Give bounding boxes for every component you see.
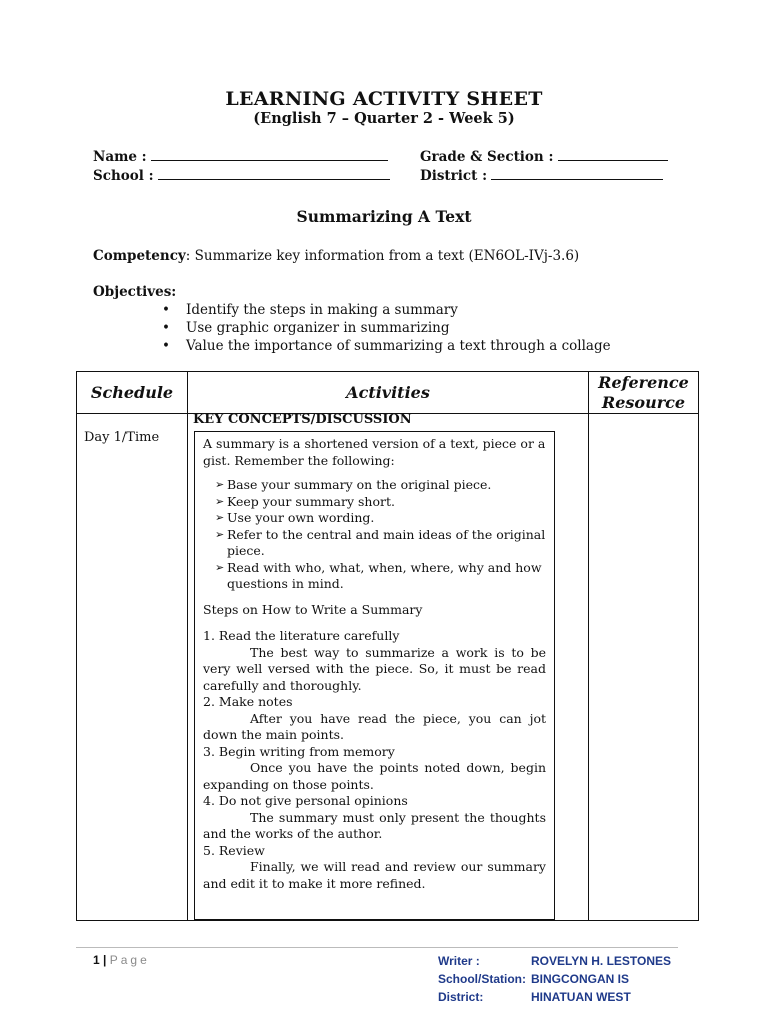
school-station-value: BINGCONGAN IS: [531, 972, 630, 986]
step-item: [203, 793, 546, 843]
steps-heading: Steps on How to Write a Summary: [203, 601, 423, 617]
page-number: [93, 953, 150, 967]
list-item: ➢ Keep your summary short.: [215, 494, 546, 511]
list-item: ➢ Base your summary on the original piece.: [215, 477, 546, 494]
step-description: The best way to summarize a work is to be very well versed with the piece. So, it must be read carefully and thoroughly.: [203, 644, 546, 693]
footer-divider: [76, 947, 678, 948]
objectives-list: [160, 301, 611, 355]
list-item: ➢ Refer to the central and main ideas of the original piece.: [215, 527, 546, 560]
step-title: 1. Read the literature carefully: [203, 628, 400, 643]
step-item: [203, 628, 546, 694]
district-blank[interactable]: [491, 167, 663, 180]
competency-text: : Summarize key information from a text (EN6OL-IVj-3.6): [185, 248, 580, 264]
reminder-list: [215, 477, 546, 593]
lesson-title: Summarizing A Text: [296, 207, 472, 226]
step-title: 2. Make notes: [203, 694, 293, 709]
school-label: School :: [93, 168, 154, 184]
step-item: [203, 843, 546, 893]
reference-header: [589, 372, 699, 414]
step-description: Finally, we will read and review our summary and edit it to make it more refined.: [203, 859, 546, 891]
step-title: 3. Begin writing from memory: [203, 743, 395, 759]
district-field: [420, 167, 663, 184]
reference-cell: [589, 414, 699, 921]
table-header-row: [77, 372, 699, 414]
reference-header-line2: Resource: [601, 392, 686, 412]
objective-item: • Use graphic organizer in summarizing: [160, 319, 611, 337]
sheet-title: LEARNING ACTIVITY SHEET: [225, 88, 543, 110]
step-description: Once you have the points noted down, begin expanding on those points.: [203, 760, 546, 792]
step-title: 4. Do not give personal opinions: [203, 793, 408, 808]
step-item: [203, 694, 546, 744]
step-title: 5. Review: [203, 842, 265, 858]
objective-item: • Value the importance of summarizing a text through a collage: [160, 337, 611, 355]
page-separator: |: [103, 953, 107, 967]
step-item: [203, 744, 546, 794]
grade-section-field: [420, 148, 668, 165]
district-footer-value: HINATUAN WEST: [531, 990, 631, 1004]
name-field: [93, 148, 388, 165]
district-footer-label: District:: [438, 990, 484, 1004]
step-description: The summary must only present the thoughts and the works of the author.: [203, 809, 546, 841]
page-word: Page: [109, 953, 150, 967]
day-label: Day 1/Time: [84, 430, 160, 445]
step-description: After you have read the piece, you can jot down the main points.: [203, 710, 546, 742]
list-item: ➢ Use your own wording.: [215, 510, 546, 527]
name-label: Name :: [93, 149, 147, 165]
school-blank[interactable]: [158, 167, 390, 180]
grade-section-blank[interactable]: [558, 148, 668, 161]
key-concepts-heading: KEY CONCEPTS/DISCUSSION: [193, 412, 412, 427]
summary-definition: A summary is a shortened version of a text, piece or a gist. Remember the following:: [203, 436, 546, 468]
writer-value: ROVELYN H. LESTONES: [531, 954, 672, 968]
schedule-header: Schedule: [77, 372, 188, 414]
discussion-box: [194, 431, 555, 920]
objective-item: • Identify the steps in making a summary: [160, 301, 611, 319]
grade-section-label: Grade & Section :: [420, 149, 554, 165]
competency-label: Competency: [93, 248, 186, 264]
objectives-heading: Objectives:: [93, 284, 177, 300]
name-blank[interactable]: [151, 148, 388, 161]
reference-header-line1: Reference: [598, 372, 689, 392]
school-station-label: School/Station:: [438, 972, 526, 986]
writer-label: Writer :: [438, 954, 480, 968]
competency: [93, 248, 579, 264]
school-field: [93, 167, 390, 184]
list-item: ➢ Read with who, what, when, where, why and how questions in mind.: [215, 560, 546, 593]
activities-header: Activities: [188, 372, 589, 414]
district-label: District :: [420, 168, 488, 184]
page-num: 1: [93, 953, 100, 967]
sheet-subtitle: (English 7 – Quarter 2 - Week 5): [253, 110, 515, 127]
schedule-cell: [77, 414, 188, 921]
